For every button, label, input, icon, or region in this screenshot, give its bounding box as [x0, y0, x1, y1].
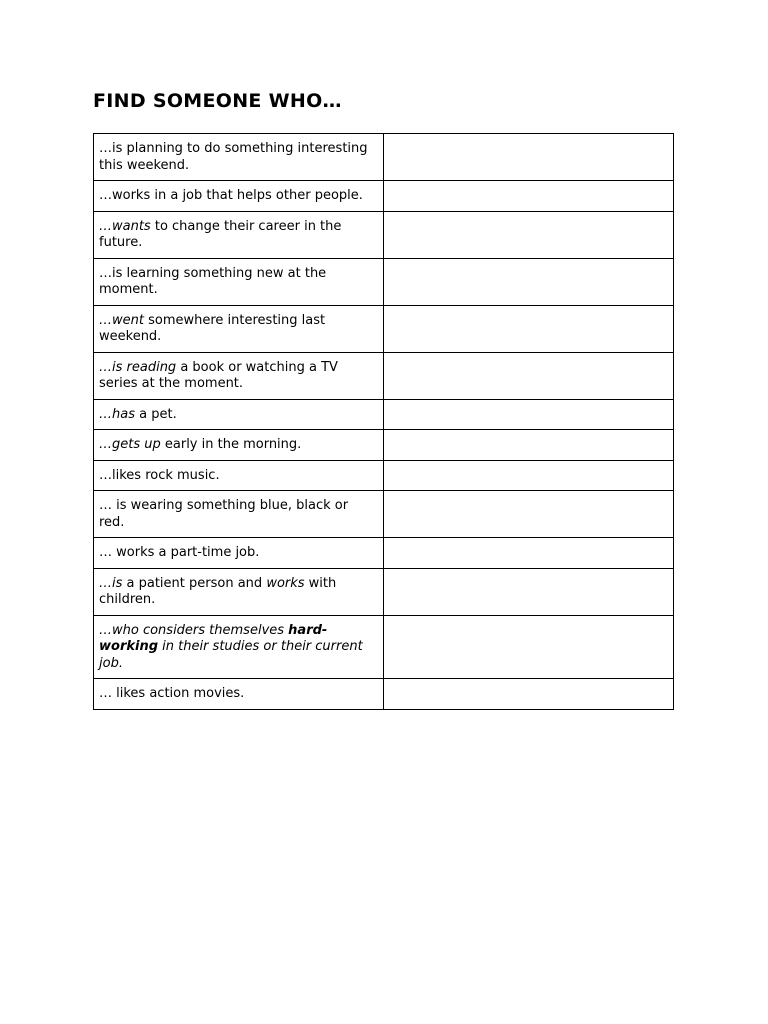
- prompt-text: to change their career in the future.: [99, 218, 342, 250]
- prompt-text: early in the morning.: [160, 437, 302, 452]
- prompt-cell: [94, 568, 384, 615]
- prompt-text: with children.: [99, 575, 337, 607]
- prompt-text: …likes rock music.: [99, 467, 220, 483]
- prompt-text: a patient person and: [122, 575, 267, 591]
- answer-cell[interactable]: [384, 352, 674, 399]
- prompt-text: …is reading: [99, 359, 177, 375]
- prompt-cell: [94, 679, 384, 710]
- table-row: [94, 134, 674, 181]
- table-row: [94, 181, 674, 212]
- page-title: FIND SOMEONE WHO…: [93, 90, 342, 112]
- table-row: [94, 211, 674, 258]
- prompt-text: … likes action movies.: [99, 686, 245, 701]
- answer-cell[interactable]: [384, 211, 674, 258]
- table-body: [94, 134, 674, 710]
- prompt-cell: [94, 211, 384, 258]
- prompt-text: …has: [99, 406, 135, 422]
- prompt-text: …is planning to do something interesting this weekend.: [99, 141, 368, 173]
- answer-cell[interactable]: [384, 430, 674, 461]
- prompt-text: …works in a job that helps other people.: [99, 188, 363, 203]
- table-row: [94, 538, 674, 569]
- answer-cell[interactable]: [384, 491, 674, 538]
- answer-cell[interactable]: [384, 679, 674, 710]
- table-row: [94, 615, 674, 679]
- answer-cell[interactable]: [384, 460, 674, 491]
- prompt-cell: [94, 352, 384, 399]
- prompt-cell: [94, 305, 384, 352]
- table-row: [94, 679, 674, 710]
- prompt-text: a pet.: [134, 406, 177, 422]
- prompt-text: …is: [99, 575, 123, 591]
- prompt-text: …is learning something new at the moment.: [99, 265, 327, 297]
- prompt-cell: [94, 258, 384, 305]
- answer-cell[interactable]: [384, 568, 674, 615]
- table-row: [94, 430, 674, 461]
- prompt-cell: [94, 538, 384, 569]
- table-row: [94, 305, 674, 352]
- answer-cell[interactable]: [384, 538, 674, 569]
- table-row: [94, 352, 674, 399]
- table-row: [94, 568, 674, 615]
- prompt-text: …wants: [99, 218, 151, 234]
- table-row: [94, 399, 674, 430]
- prompt-text: somewhere interesting last weekend.: [99, 312, 326, 344]
- prompt-cell: [94, 399, 384, 430]
- prompt-cell: [94, 430, 384, 461]
- prompt-text: …gets up: [99, 437, 161, 452]
- prompt-text: hard-working: [99, 622, 328, 654]
- prompt-text: …went: [99, 312, 144, 328]
- prompt-text: …who considers themselves: [99, 622, 289, 638]
- find-someone-table: [93, 133, 674, 710]
- prompt-cell: [94, 491, 384, 538]
- prompt-cell: [94, 460, 384, 491]
- prompt-cell: [94, 615, 384, 679]
- answer-cell[interactable]: [384, 305, 674, 352]
- answer-cell[interactable]: [384, 258, 674, 305]
- prompt-text: works: [266, 575, 305, 591]
- prompt-text: … is wearing something blue, black or red.: [99, 498, 349, 530]
- answer-cell[interactable]: [384, 134, 674, 181]
- table-row: [94, 491, 674, 538]
- prompt-cell: [94, 181, 384, 212]
- table-row: [94, 258, 674, 305]
- answer-cell[interactable]: [384, 615, 674, 679]
- prompt-text: a book or watching a TV series at the moment.: [99, 359, 338, 391]
- prompt-cell: [94, 134, 384, 181]
- prompt-text: … works a part-time job.: [99, 545, 260, 560]
- answer-cell[interactable]: [384, 181, 674, 212]
- prompt-text: in their studies or their current job.: [99, 639, 363, 671]
- table-row: [94, 460, 674, 491]
- answer-cell[interactable]: [384, 399, 674, 430]
